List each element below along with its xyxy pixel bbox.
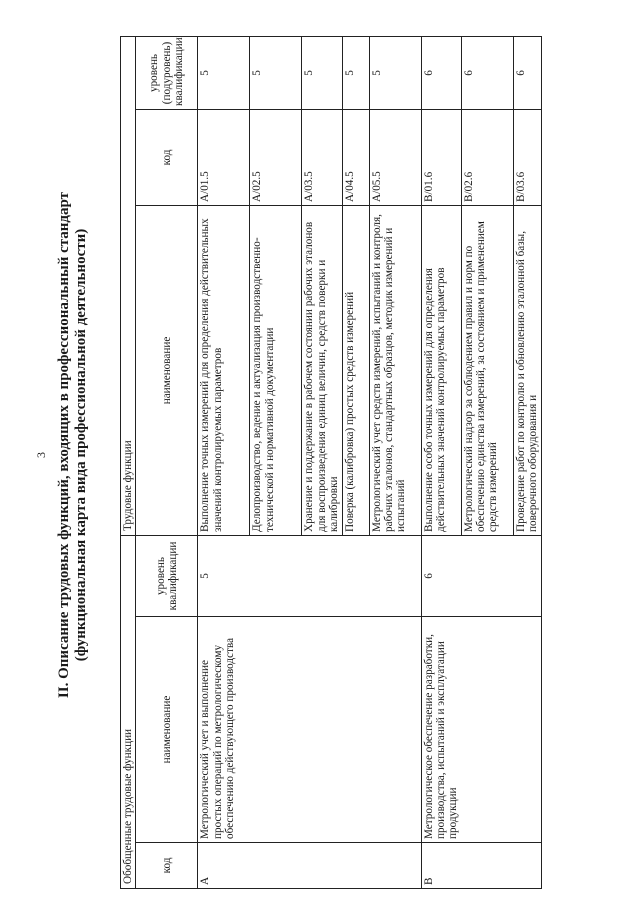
gf-level-b: 6 bbox=[421, 535, 541, 616]
lf-code: A/02.5 bbox=[250, 109, 302, 205]
gf-name-b: Метрологическое обеспечение разработки, производства, испытаний и эксплуатации продукции bbox=[421, 617, 541, 843]
gf-level-a: 5 bbox=[198, 535, 421, 616]
col-header-function-name: наименование bbox=[136, 205, 198, 535]
lf-level: 5 bbox=[250, 36, 302, 109]
page-title bbox=[56, 75, 90, 815]
lf-code: A/01.5 bbox=[198, 109, 250, 205]
labor-functions-header: Трудовые функции bbox=[121, 36, 136, 535]
lf-code: B/01.6 bbox=[421, 109, 461, 205]
col-header-sublevel: уровень (подуровень) квалификации bbox=[136, 36, 198, 109]
lf-name: Поверка (калибровка) простых средств измерений bbox=[342, 205, 369, 535]
lf-level: 5 bbox=[198, 36, 250, 109]
col-header-function-code: код bbox=[136, 109, 198, 205]
lf-code: A/04.5 bbox=[342, 109, 369, 205]
col-header-code: код bbox=[136, 843, 198, 889]
lf-code: B/02.6 bbox=[461, 109, 513, 205]
lf-name: Проведение работ по контролю и обновлению эталонной базы, поверочного оборудования и bbox=[513, 205, 541, 535]
lf-level: 6 bbox=[421, 36, 461, 109]
generalized-functions-header: Обобщенные трудовые функции bbox=[121, 535, 136, 888]
header-column-row bbox=[136, 36, 198, 888]
table-row bbox=[421, 36, 461, 888]
title-line-2: (функциональная карта вида профессиональной деятельности) bbox=[73, 228, 89, 662]
lf-name: Метрологический надзор за соблюдением правил и норм по обеспечению единства измерений, за состоянием и применением средств измерений bbox=[461, 205, 513, 535]
lf-code: A/03.5 bbox=[302, 109, 342, 205]
lf-name: Выполнение точных измерений для определения действительных значений контролируемых параметров bbox=[198, 205, 250, 535]
lf-name: Делопроизводство, ведение и актуализация производственно-технической и нормативной документации bbox=[250, 205, 302, 535]
gf-code-a: A bbox=[198, 843, 421, 889]
title-line-1: II. Описание трудовых функций, входящих в профессиональный стандарт bbox=[56, 191, 72, 699]
col-header-name: наименование bbox=[136, 617, 198, 843]
lf-level: 6 bbox=[513, 36, 541, 109]
lf-code: A/05.5 bbox=[369, 109, 421, 205]
functional-map-table bbox=[120, 36, 542, 889]
col-header-level: уровень квалификации bbox=[136, 535, 198, 616]
lf-level: 6 bbox=[461, 36, 513, 109]
gf-name-a: Метрологический учет и выполнение простых операций по метрологическому обеспечению действующего производства bbox=[198, 617, 421, 843]
header-group-row bbox=[121, 36, 136, 888]
lf-name: Хранение и поддержание в рабочем состоянии рабочих эталонов для воспроизведения единиц величин, средств поверки и калибровки bbox=[302, 205, 342, 535]
lf-name: Выполнение особо точных измерений для определения действительных значений контролируемых параметров bbox=[421, 205, 461, 535]
lf-code: B/03.6 bbox=[513, 109, 541, 205]
lf-name: Метрологический учет средств измерений, испытаний и контроля, рабочих эталонов, стандартных образцов, методик измерений и испытаний bbox=[369, 205, 421, 535]
page-number: 3 bbox=[34, 452, 48, 458]
lf-level: 5 bbox=[342, 36, 369, 109]
gf-code-b: B bbox=[421, 843, 541, 889]
table-row bbox=[198, 36, 250, 888]
lf-level: 5 bbox=[369, 36, 421, 109]
lf-level: 5 bbox=[302, 36, 342, 109]
